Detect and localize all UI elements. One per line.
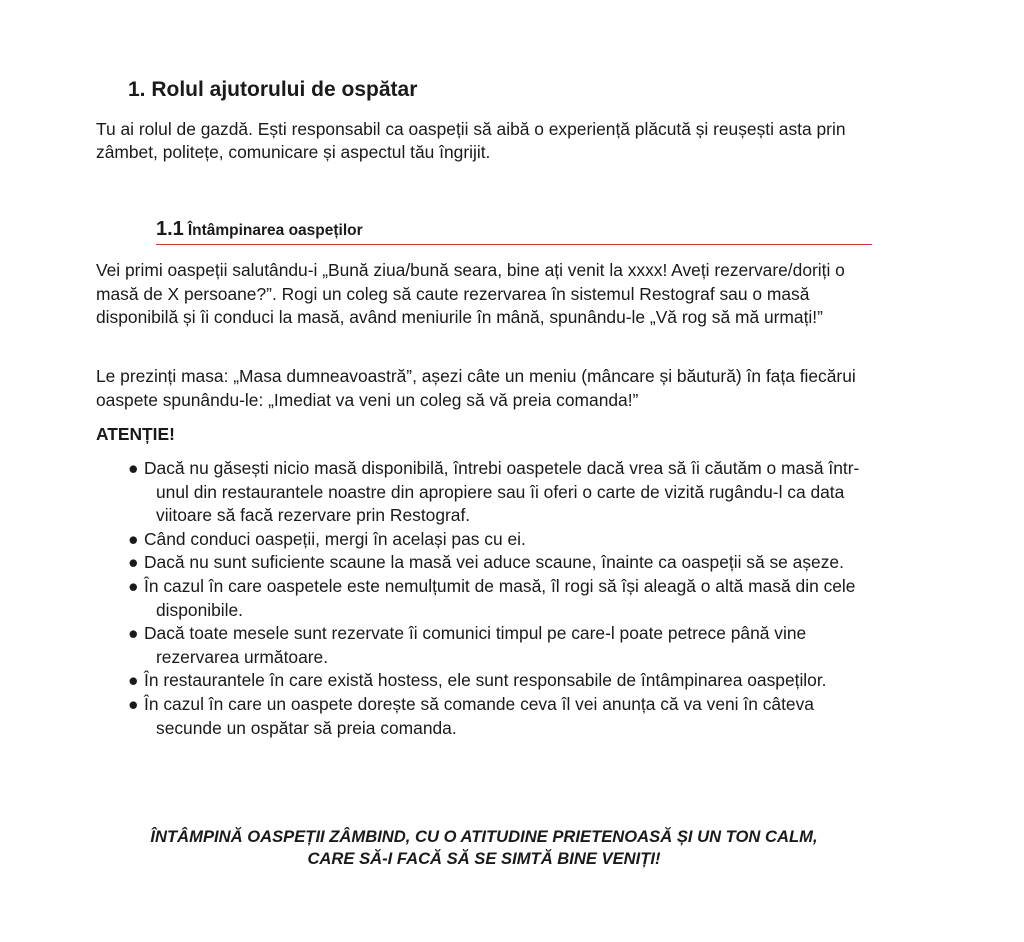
list-item bbox=[128, 693, 876, 740]
list-item bbox=[128, 669, 876, 693]
list-item bbox=[128, 622, 876, 669]
table-presentation-paragraph: Le prezinți masa: „Masa dumneavoastră”, așezi câte un meniu (mâncare și băutură) în fața fiecărui oaspete spunându-le: „Imediat va veni un coleg să vă preia comanda!” bbox=[96, 366, 856, 410]
closing-statement bbox=[96, 826, 872, 870]
bullet-icon: ● bbox=[128, 670, 139, 691]
list-item-text: În restaurantele în care există hostess, ele sunt responsabile de întâmpinarea oaspeților. bbox=[144, 670, 827, 691]
list-item bbox=[128, 528, 876, 552]
closing-line-1: ÎNTÂMPINĂ OASPEȚII ZÂMBIND, CU O ATITUDINE PRIETENOASĂ ȘI UN TON CALM, bbox=[150, 827, 818, 846]
bullet-icon: ● bbox=[128, 693, 139, 714]
subsection-number: 1.1 bbox=[156, 218, 184, 240]
greeting-paragraph: Vei primi oaspeții salutându-i „Bună ziua/bună seara, bine ați venit la xxxx! Aveți rezervare/doriți o masă de X persoane?”. Rogi un coleg să caute rezervarea în sistemul Restograf sau o masă disponibilă și îi conduci la masă, având meniurile în mână, spunându-le „Vă rog să mă urmați!” bbox=[96, 260, 845, 327]
attention-bullet-list bbox=[128, 457, 876, 740]
list-item-text: În cazul în care un oaspete dorește să comande ceva îl vei anunța că va veni în câteva secunde un ospătar să preia comanda. bbox=[144, 693, 814, 738]
list-item-text: Dacă toate mesele sunt rezervate îi comunici timpul pe care-l poate petrece până vine rezervarea următoare. bbox=[144, 623, 807, 667]
list-item-text: Când conduci oaspeții, mergi în același pas cu ei. bbox=[144, 528, 526, 549]
section-heading: 1. Rolul ajutorului de ospătar bbox=[128, 78, 418, 101]
list-item-text: În cazul în care oaspetele este nemulțumit de masă, îl rogi să își aleagă o altă masă din cele disponibile. bbox=[144, 575, 856, 620]
subsection-title: Întâmpinarea oaspeților bbox=[187, 222, 363, 239]
bullet-icon: ● bbox=[128, 458, 139, 478]
list-item bbox=[128, 575, 876, 622]
closing-line-2: CARE SĂ-I FACĂ SĂ SE SIMTĂ BINE VENIȚI! bbox=[307, 849, 661, 868]
list-item bbox=[128, 551, 876, 575]
list-item-text: Dacă nu sunt suficiente scaune la masă vei aduce scaune, înainte ca oaspeții să se așeze. bbox=[144, 552, 844, 573]
bullet-icon: ● bbox=[128, 575, 139, 596]
subsection-heading bbox=[156, 218, 872, 245]
bullet-icon: ● bbox=[128, 552, 139, 573]
list-item bbox=[128, 457, 876, 528]
attention-label: ATENȚIE! bbox=[96, 424, 175, 444]
bullet-icon: ● bbox=[128, 623, 139, 644]
list-item-text: Dacă nu găsești nicio masă disponibilă, întrebi oaspetele dacă vrea să îi căutăm o masă într-unul din restaurantele noastre din apropiere sau îi oferi o carte de vizită rugându-l ca data viitoare să facă rezervare prin Restograf. bbox=[144, 458, 860, 526]
bullet-icon: ● bbox=[128, 528, 139, 549]
intro-paragraph: Tu ai rolul de gazdă. Ești responsabil ca oaspeții să aibă o experiență plăcută și reușești asta prin zâmbet, politețe, comunicare și aspectul tău îngrijit. bbox=[96, 119, 846, 162]
